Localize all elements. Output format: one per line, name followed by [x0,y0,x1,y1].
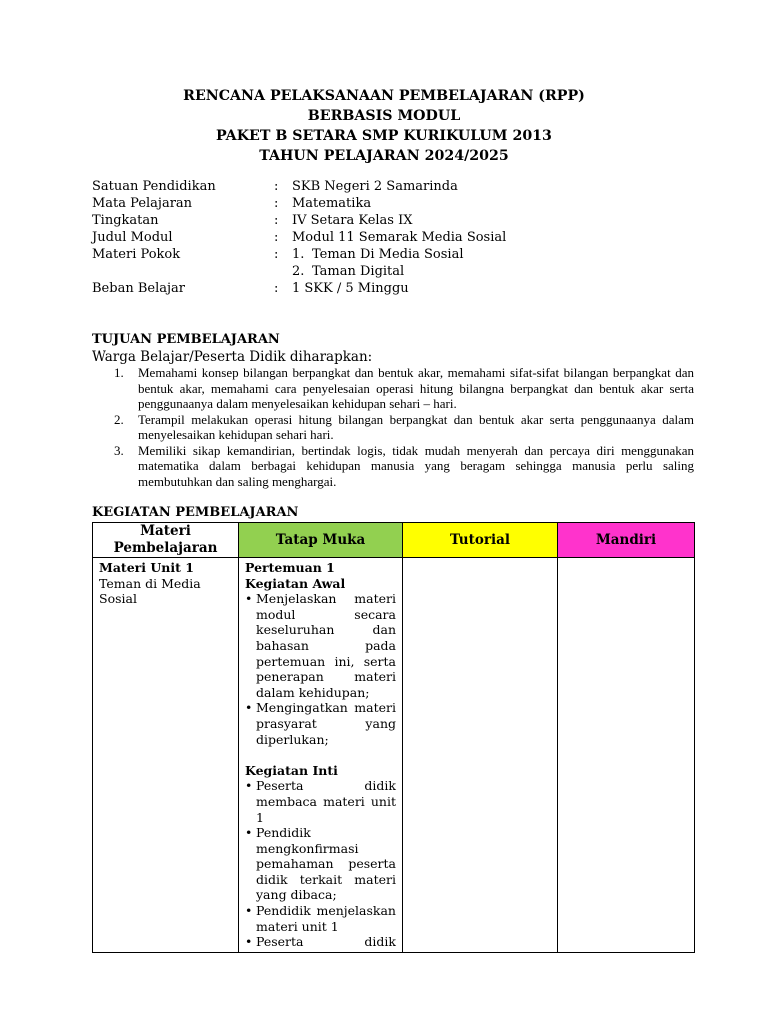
list-number: 3. [114,442,124,458]
kegiatan-awal-heading: Kegiatan Awal [245,575,346,591]
pertemuan-label: Pertemuan 1 [245,560,335,575]
bullet-icon: • [245,934,253,950]
column-header-tatap-muka: Tatap Muka [239,523,403,558]
tujuan-heading: TUJUAN PEMBELAJARAN [92,332,280,347]
info-row-beban [92,280,592,297]
bullet-icon: • [245,903,253,919]
info-row-mapel [92,195,592,212]
list-item [292,246,592,263]
tatap-muka-cell [239,558,403,953]
info-label: Mata Pelajaran [92,196,193,211]
info-row-materi [92,246,592,280]
title-line-2: BERBASIS MODUL [307,108,461,124]
tutorial-cell [403,558,558,953]
materi-unit: Materi Unit 1 [99,560,194,575]
list-text: Teman Di Media Sosial [312,247,464,262]
list-text: Peserta didik [256,934,396,950]
list-number: 2. [114,411,124,427]
title-line-3: PAKET B SETARA SMP KURIKULUM 2013 [216,128,552,144]
info-colon: : [274,247,279,262]
bullet-icon: • [245,778,253,794]
list-text: Memahami konsep bilangan berpangkat dan bentuk akar, memahami sifat-sifat bilangan berpangkat dan bentuk akar, memahami cara penyelesaian operasi hitung bilangna berpangkat dan bentuk akar serta penggunaanya dalam menyelesaikan kehidupan sehari – hari. [138,365,694,411]
info-colon: : [274,230,279,245]
list-text: Taman Digital [312,264,405,279]
info-value: Modul 11 Semarak Media Sosial [292,230,507,245]
list-text: Pendidik menjelaskan materi unit 1 [256,903,396,934]
bullet-icon: • [245,700,253,716]
title-line-1: RENCANA PELAKSANAAN PEMBELAJARAN (RPP) [183,88,585,104]
info-value: Matematika [292,196,372,211]
list-number: 1. [292,247,305,262]
info-value: 1 SKK / 5 Minggu [292,281,409,296]
bullet-icon: • [245,825,253,841]
column-header-tutorial: Tutorial [403,523,558,558]
bullet-icon: • [245,591,253,607]
list-text: Pendidik mengkonfirmasi pemahaman peserta didik terkait materi yang dibaca; [256,825,396,903]
info-colon: : [274,281,279,296]
identity-table [92,178,592,297]
kegiatan-inti-heading: Kegiatan Inti [245,762,338,778]
kegiatan-table [92,522,695,953]
mandiri-cell [558,558,695,953]
materi-pokok-list [292,246,592,280]
column-header-mandiri: Mandiri [558,523,695,558]
table-header-row [93,523,695,558]
info-value: IV Setara Kelas IX [292,213,413,228]
list-item [92,412,694,443]
materi-cell [93,558,239,953]
info-value: SKB Negeri 2 Samarinda [292,179,458,194]
list-text: Menjelaskan materi modul secara keseluruhan dan bahasan pada pertemuan ini, serta penerapan materi dalam kehidupan; [256,591,396,700]
list-item [245,778,396,825]
info-colon: : [274,213,279,228]
info-row-satuan [92,178,592,195]
list-item [245,591,396,700]
list-text: Terampil melakukan operasi hitung bilangan berpangkat dan bentuk akar serta penggunaanya dalam menyelesaikan kehidupan sehari hari. [138,411,694,442]
info-colon: : [274,196,279,211]
list-number: 2. [292,264,305,279]
list-item [245,700,396,747]
list-item [92,443,694,490]
list-text: Mengingatkan materi prasyarat yang diperlukan; [256,700,396,747]
tujuan-list [92,365,694,489]
document-title [0,86,768,166]
tujuan-intro: Warga Belajar/Peserta Didik diharapkan: [92,349,373,365]
kegiatan-awal-list [245,591,396,747]
info-label: Tingkatan [92,213,159,228]
info-colon: : [274,179,279,194]
info-label: Materi Pokok [92,247,181,262]
kegiatan-inti-list [245,778,396,950]
list-text: Peserta didik membaca materi unit 1 [256,778,396,825]
list-number: 1. [114,365,124,380]
title-line-4: TAHUN PELAJARAN 2024/2025 [259,148,509,164]
column-header-materi: Materi Pembelajaran [93,523,239,558]
list-item [92,365,694,412]
info-label: Judul Modul [92,230,173,245]
info-label: Satuan Pendidikan [92,179,216,194]
info-row-judul [92,229,592,246]
table-row [93,558,695,953]
info-row-tingkatan [92,212,592,229]
info-label: Beban Belajar [92,281,185,296]
spacer [245,747,396,763]
materi-topic: Teman di Media Sosial [99,575,201,607]
list-item [245,903,396,934]
kegiatan-heading: KEGIATAN PEMBELAJARAN [92,505,299,520]
list-text: Memiliki sikap kemandirian, bertindak logis, tidak mudah menyerah dan percaya diri menggunakan matematika dalam berbagai kehidupan manusia yang beragam sehingga manusia perlu saling membutuhkan dan saling menghargai. [138,442,694,489]
list-item [292,263,592,280]
list-item [245,825,396,903]
list-item [245,934,396,950]
